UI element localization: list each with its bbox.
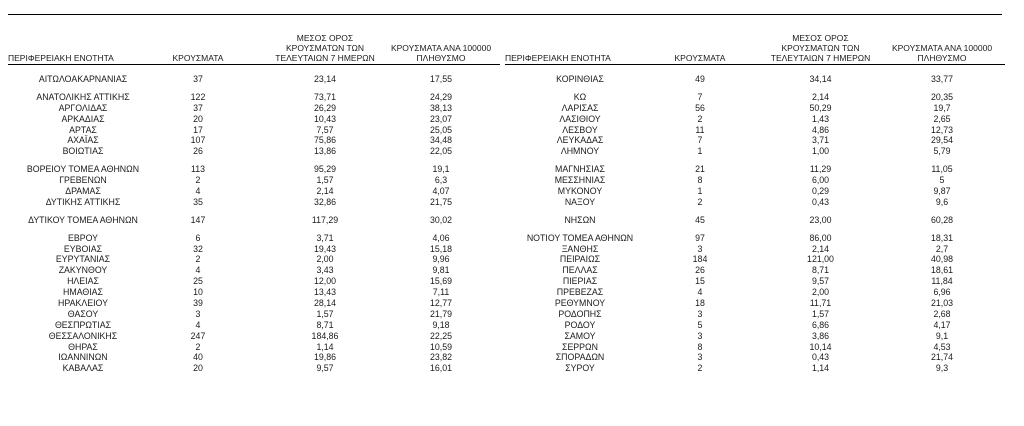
cell-avg: 0,43: [811, 352, 830, 363]
cell-region: ΚΩ: [573, 91, 587, 102]
table-row: [505, 92, 1005, 103]
table-row: [505, 298, 1005, 309]
cell-avg: 2,00: [316, 254, 334, 265]
cell-region: ΔΥΤΙΚΗΣ ΑΤΤΙΚΗΣ: [45, 196, 121, 207]
cell-avg: 3,71: [316, 232, 334, 243]
cell-region: ΗΜΑΘΙΑΣ: [63, 287, 103, 298]
header-avg: ΜΕΣΟΣ ΟΡΟΣ ΚΡΟΥΣΜΑΤΩΝ ΤΩΝ ΤΕΛΕΥΤΑΙΩΝ 7 ΗΜΕΡΩΝ: [770, 33, 871, 63]
cell-region: ΒΟΡΕΙΟΥ ΤΟΜΕΑ ΑΘΗΝΩΝ: [26, 164, 140, 175]
cell-cases: 2: [195, 175, 201, 186]
cell-avg: 23,14: [313, 74, 336, 84]
cell-per100k: 19,7: [933, 102, 951, 113]
cell-per100k: 33,77: [930, 74, 953, 84]
cell-region: ΠΙΕΡΙΑΣ: [562, 276, 598, 287]
cell-region: ΛΑΣΙΘΙΟΥ: [559, 113, 601, 124]
cell-cases: 8: [697, 175, 703, 186]
cell-cases: 5: [697, 319, 703, 330]
cell-cases: 113: [190, 164, 206, 175]
cell-per100k: 22,05: [429, 146, 452, 157]
cell-avg: 3,71: [811, 135, 830, 146]
cell-per100k: 2,68: [933, 308, 951, 319]
cell-region: ΕΥΒΟΙΑΣ: [63, 243, 103, 254]
cell-cases: 7: [697, 135, 703, 146]
table-row: [8, 244, 500, 255]
cell-per100k: 7,11: [432, 287, 450, 298]
cell-cases: 147: [190, 214, 206, 225]
table-row: [505, 175, 1005, 186]
cell-cases: 32: [193, 243, 203, 254]
cell-per100k: 24,29: [429, 91, 452, 102]
header-region: ΠΕΡΙΦΕΡΕΙΑΚΗ ΕΝΟΤΗΤΑ: [8, 53, 114, 63]
cell-avg: 7,57: [316, 124, 334, 135]
cell-avg: 86,00: [809, 232, 832, 243]
cell-per100k: 17,55: [429, 74, 452, 84]
table-row: [8, 352, 500, 363]
cell-avg: 19,43: [313, 243, 336, 254]
cell-per100k: 23,82: [429, 352, 452, 363]
cell-cases: 11: [695, 124, 705, 135]
cell-per100k: 21,74: [930, 352, 953, 363]
cell-avg: 32,86: [313, 196, 336, 207]
cell-avg: 9,57: [811, 276, 830, 287]
cell-per100k: 21,79: [429, 308, 452, 319]
cell-avg: 6,86: [811, 319, 830, 330]
cell-avg: 9,57: [316, 363, 334, 374]
cell-region: ΑΡΤΑΣ: [69, 124, 97, 135]
table-row: [8, 233, 500, 244]
table-row: [505, 276, 1005, 287]
table-row: [8, 74, 500, 85]
cell-cases: 17: [193, 124, 203, 135]
cell-region: ΚΑΒΑΛΑΣ: [62, 363, 104, 374]
cell-cases: 3: [697, 352, 703, 363]
table-row: [8, 309, 500, 320]
table-row: [505, 233, 1005, 244]
cell-per100k: 15,18: [429, 243, 452, 254]
cell-region: ΠΕΙΡΑΙΩΣ: [559, 254, 601, 265]
cell-cases: 4: [195, 319, 201, 330]
table-row: [505, 363, 1005, 374]
cell-cases: 3: [697, 308, 703, 319]
cell-per100k: 23,07: [429, 113, 452, 124]
cell-region: ΘΕΣΣΑΛΟΝΙΚΗΣ: [48, 330, 118, 341]
table-row: [505, 146, 1005, 157]
cell-region: ΑΡΚΑΔΙΑΣ: [61, 113, 105, 124]
cell-per100k: 18,31: [930, 232, 953, 243]
cell-avg: 1,00: [811, 146, 830, 157]
cell-avg: 11,29: [809, 164, 832, 175]
cell-cases: 15: [695, 276, 705, 287]
cell-cases: 247: [190, 330, 206, 341]
cell-per100k: 6,96: [933, 287, 951, 298]
table-row: [505, 125, 1005, 136]
cell-avg: 2,14: [316, 186, 334, 197]
table-row: [8, 265, 500, 276]
cell-cases: 3: [195, 308, 201, 319]
cell-per100k: 25,05: [429, 124, 452, 135]
cell-region: ΙΩΑΝΝΙΝΩΝ: [58, 352, 108, 363]
table-row: [505, 331, 1005, 342]
table-header: [505, 22, 1005, 65]
cell-per100k: 4,53: [933, 341, 951, 352]
header-cases: ΚΡΟΥΣΜΑΤΑ: [172, 53, 224, 63]
cell-cases: 45: [695, 214, 705, 225]
cell-cases: 2: [697, 113, 703, 124]
cell-avg: 8,71: [316, 319, 334, 330]
cell-per100k: 9,87: [933, 186, 951, 197]
cell-region: ΛΕΥΚΑΔΑΣ: [556, 135, 604, 146]
cell-region: ΑΧΑΪΑΣ: [67, 135, 99, 146]
cell-per100k: 4,06: [432, 232, 450, 243]
cell-per100k: 4,07: [432, 186, 450, 197]
cell-region: ΑΝΑΤΟΛΙΚΗΣ ΑΤΤΙΚΗΣ: [36, 91, 130, 102]
cell-avg: 19,86: [313, 352, 336, 363]
header-avg: ΜΕΣΟΣ ΟΡΟΣ ΚΡΟΥΣΜΑΤΩΝ ΤΩΝ ΤΕΛΕΥΤΑΙΩΝ 7 ΗΜΕΡΩΝ: [275, 33, 375, 63]
cell-cases: 4: [697, 287, 703, 298]
cell-avg: 50,29: [809, 102, 832, 113]
table-row: [8, 186, 500, 197]
cell-cases: 2: [697, 363, 703, 374]
table-right: [505, 22, 1005, 374]
cell-avg: 1,57: [316, 175, 334, 186]
cell-region: ΓΡΕΒΕΝΩΝ: [59, 175, 107, 186]
cell-avg: 73,71: [313, 91, 336, 102]
table-row: [8, 92, 500, 103]
cell-per100k: 30,02: [429, 214, 452, 225]
cell-avg: 0,43: [811, 196, 830, 207]
table-row: [8, 146, 500, 157]
cell-region: ΕΥΡΥΤΑΝΙΑΣ: [55, 254, 111, 265]
cell-per100k: 6,3: [434, 175, 448, 186]
cell-region: ΑΡΓΟΛΙΔΑΣ: [58, 102, 108, 113]
table-row: [505, 215, 1005, 226]
table-row: [8, 103, 500, 114]
cell-per100k: 9,18: [432, 319, 450, 330]
cell-cases: 97: [695, 232, 705, 243]
table-row: [505, 309, 1005, 320]
cell-region: ΠΡΕΒΕΖΑΣ: [556, 287, 604, 298]
cell-per100k: 15,69: [429, 276, 452, 287]
cell-region: ΜΥΚΟΝΟΥ: [557, 186, 603, 197]
cell-avg: 75,86: [313, 135, 336, 146]
cell-cases: 2: [195, 254, 201, 265]
table-row: [505, 164, 1005, 175]
cell-cases: 18: [695, 298, 705, 309]
cell-per100k: 21,75: [429, 196, 452, 207]
cell-region: ΕΒΡΟΥ: [67, 232, 99, 243]
top-rule: [8, 14, 1002, 15]
cell-avg: 2,14: [811, 91, 830, 102]
table-row: [505, 114, 1005, 125]
cell-region: ΜΕΣΣΗΝΙΑΣ: [554, 175, 606, 186]
cell-per100k: 19,1: [432, 164, 450, 175]
cell-avg: 184,86: [311, 330, 339, 341]
table-row: [505, 320, 1005, 331]
table-row: [505, 103, 1005, 114]
cell-region: ΡΕΘΥΜΝΟΥ: [554, 298, 606, 309]
cell-cases: 20: [193, 113, 203, 124]
cell-avg: 8,71: [811, 265, 830, 276]
cell-avg: 4,86: [811, 124, 830, 135]
cell-per100k: 21,03: [930, 298, 953, 309]
table-row: [8, 164, 500, 175]
cell-per100k: 4,17: [933, 319, 951, 330]
cell-region: ΑΙΤΩΛΟΑΚΑΡΝΑΝΙΑΣ: [38, 74, 128, 84]
cell-cases: 10: [193, 287, 203, 298]
cell-avg: 6,00: [811, 175, 830, 186]
cell-avg: 1,57: [811, 308, 830, 319]
cell-per100k: 34,48: [429, 135, 452, 146]
cell-region: ΛΗΜΝΟΥ: [560, 146, 600, 157]
table-left: [8, 22, 500, 374]
cell-per100k: 11,84: [931, 276, 953, 287]
cell-avg: 121,00: [807, 254, 834, 265]
table-row: [8, 114, 500, 125]
cell-avg: 3,86: [811, 330, 830, 341]
cell-avg: 12,00: [313, 276, 336, 287]
cell-region: ΣΠΟΡΑΔΩΝ: [555, 352, 605, 363]
cell-cases: 3: [697, 243, 703, 254]
cell-region: ΖΑΚΥΝΘΟΥ: [58, 265, 108, 276]
cell-region: ΗΡΑΚΛΕΙΟΥ: [58, 298, 108, 309]
cell-per100k: 9,6: [935, 196, 949, 207]
cell-cases: 4: [195, 265, 201, 276]
table-row: [8, 135, 500, 146]
cell-region: ΝΗΣΩΝ: [564, 214, 596, 225]
cell-per100k: 16,01: [429, 363, 452, 374]
cell-cases: 2: [697, 196, 703, 207]
cell-region: ΡΟΔΟΠΗΣ: [558, 308, 602, 319]
cell-cases: 26: [193, 146, 203, 157]
table-header: [8, 22, 500, 65]
cell-cases: 21: [695, 164, 705, 175]
cell-avg: 28,14: [313, 298, 336, 309]
cell-per100k: 9,96: [432, 254, 450, 265]
cell-cases: 39: [193, 298, 203, 309]
cell-avg: 1,43: [811, 113, 830, 124]
cell-cases: 37: [193, 74, 203, 84]
cell-per100k: 20,35: [930, 91, 953, 102]
table-row: [8, 254, 500, 265]
table-row: [8, 215, 500, 226]
cell-per100k: 11,05: [931, 164, 953, 175]
cell-cases: 4: [195, 186, 201, 197]
table-row: [8, 125, 500, 136]
cell-per100k: 18,61: [930, 265, 953, 276]
cell-region: ΗΛΕΙΑΣ: [67, 276, 99, 287]
table-row: [8, 298, 500, 309]
cell-avg: 1,14: [811, 363, 830, 374]
table-row: [8, 320, 500, 331]
cell-per100k: 12,73: [930, 124, 953, 135]
cell-region: ΞΑΝΘΗΣ: [561, 243, 599, 254]
cell-cases: 6: [195, 232, 201, 243]
cell-region: ΡΟΔΟΥ: [564, 319, 596, 330]
cell-avg: 0,29: [811, 186, 830, 197]
cell-region: ΘΑΣΟΥ: [67, 308, 99, 319]
table-row: [8, 363, 500, 374]
cell-per100k: 2,65: [933, 113, 951, 124]
header-region: ΠΕΡΙΦΕΡΕΙΑΚΗ ΕΝΟΤΗΤΑ: [505, 53, 611, 63]
table-row: [8, 276, 500, 287]
cell-cases: 3: [697, 330, 703, 341]
cell-per100k: 5: [939, 175, 945, 186]
cell-region: ΠΕΛΛΑΣ: [562, 265, 598, 276]
cell-region: ΜΑΓΝΗΣΙΑΣ: [555, 164, 605, 175]
cell-region: ΛΑΡΙΣΑΣ: [561, 102, 599, 113]
cell-cases: 2: [195, 341, 201, 352]
table-row: [8, 287, 500, 298]
cell-cases: 40: [193, 352, 203, 363]
cell-avg: 1,57: [316, 308, 334, 319]
cell-region: ΚΟΡΙΝΘΙΑΣ: [556, 74, 604, 84]
cell-cases: 37: [193, 102, 203, 113]
cell-region: ΘΗΡΑΣ: [68, 341, 98, 352]
table-row: [505, 74, 1005, 85]
cell-avg: 13,43: [313, 287, 336, 298]
cell-avg: 2,14: [811, 243, 830, 254]
cell-avg: 2,00: [811, 287, 830, 298]
cell-region: ΒΟΙΩΤΙΑΣ: [62, 146, 104, 157]
cell-cases: 20: [193, 363, 203, 374]
cell-per100k: 10,59: [429, 341, 452, 352]
table-row: [505, 265, 1005, 276]
cell-per100k: 9,3: [935, 363, 949, 374]
cell-per100k: 38,13: [429, 102, 452, 113]
cell-region: ΔΥΤΙΚΟΥ ΤΟΜΕΑ ΑΘΗΝΩΝ: [28, 214, 138, 225]
cell-cases: 25: [193, 276, 203, 287]
cell-per100k: 5,79: [933, 146, 951, 157]
cell-per100k: 12,77: [429, 298, 452, 309]
table-row: [505, 244, 1005, 255]
cell-cases: 122: [190, 91, 206, 102]
cell-region: ΔΡΑΜΑΣ: [65, 186, 101, 197]
cell-region: ΣΕΡΡΩΝ: [562, 341, 598, 352]
cell-cases: 35: [193, 196, 203, 207]
cell-avg: 10,14: [809, 341, 832, 352]
cell-avg: 1,14: [316, 341, 334, 352]
cell-cases: 49: [695, 74, 705, 84]
cell-cases: 56: [695, 102, 705, 113]
cell-cases: 7: [697, 91, 703, 102]
cell-per100k: 22,25: [429, 330, 452, 341]
table-row: [8, 342, 500, 353]
cell-per100k: 40,98: [930, 254, 953, 265]
header-per100k: ΚΡΟΥΣΜΑΤΑ ΑΝΑ 100000 ΠΛΗΘΥΣΜΟ: [891, 43, 993, 63]
table-row: [8, 175, 500, 186]
header-per100k: ΚΡΟΥΣΜΑΤΑ ΑΝΑ 100000 ΠΛΗΘΥΣΜΟ: [390, 43, 492, 63]
cell-cases: 26: [695, 265, 705, 276]
cell-cases: 1: [697, 186, 703, 197]
cell-avg: 23,00: [809, 214, 832, 225]
cell-avg: 3,43: [316, 265, 334, 276]
cell-cases: 1: [697, 146, 703, 157]
cell-per100k: 29,54: [930, 135, 953, 146]
cell-region: ΘΕΣΠΡΩΤΙΑΣ: [54, 319, 112, 330]
cell-per100k: 9,81: [432, 265, 450, 276]
cell-region: ΝΟΤΙΟΥ ΤΟΜΕΑ ΑΘΗΝΩΝ: [526, 232, 634, 243]
table-row: [505, 254, 1005, 265]
table-row: [505, 287, 1005, 298]
cell-avg: 11,71: [809, 298, 832, 309]
table-body: [8, 74, 500, 374]
cell-region: ΝΑΞΟΥ: [564, 196, 596, 207]
table-body: [505, 74, 1005, 374]
cell-avg: 95,29: [313, 164, 336, 175]
table-row: [505, 352, 1005, 363]
cell-cases: 107: [190, 135, 206, 146]
cell-avg: 10,43: [313, 113, 336, 124]
table-row: [505, 186, 1005, 197]
table-row: [8, 331, 500, 342]
cell-avg: 13,86: [313, 146, 336, 157]
table-row: [505, 135, 1005, 146]
cell-avg: 26,29: [313, 102, 336, 113]
cell-avg: 117,29: [311, 214, 339, 225]
table-row: [505, 197, 1005, 208]
header-cases: ΚΡΟΥΣΜΑΤΑ: [674, 53, 726, 63]
cell-region: ΛΕΣΒΟΥ: [562, 124, 598, 135]
cell-per100k: 60,28: [930, 214, 953, 225]
cell-avg: 34,14: [809, 74, 832, 84]
table-row: [505, 342, 1005, 353]
cell-per100k: 9,1: [935, 330, 949, 341]
cell-per100k: 2,7: [935, 243, 949, 254]
cell-cases: 184: [692, 254, 708, 265]
table-row: [8, 197, 500, 208]
cell-region: ΣΑΜΟΥ: [564, 330, 596, 341]
cell-cases: 8: [697, 341, 703, 352]
cell-region: ΣΥΡΟΥ: [565, 363, 595, 374]
